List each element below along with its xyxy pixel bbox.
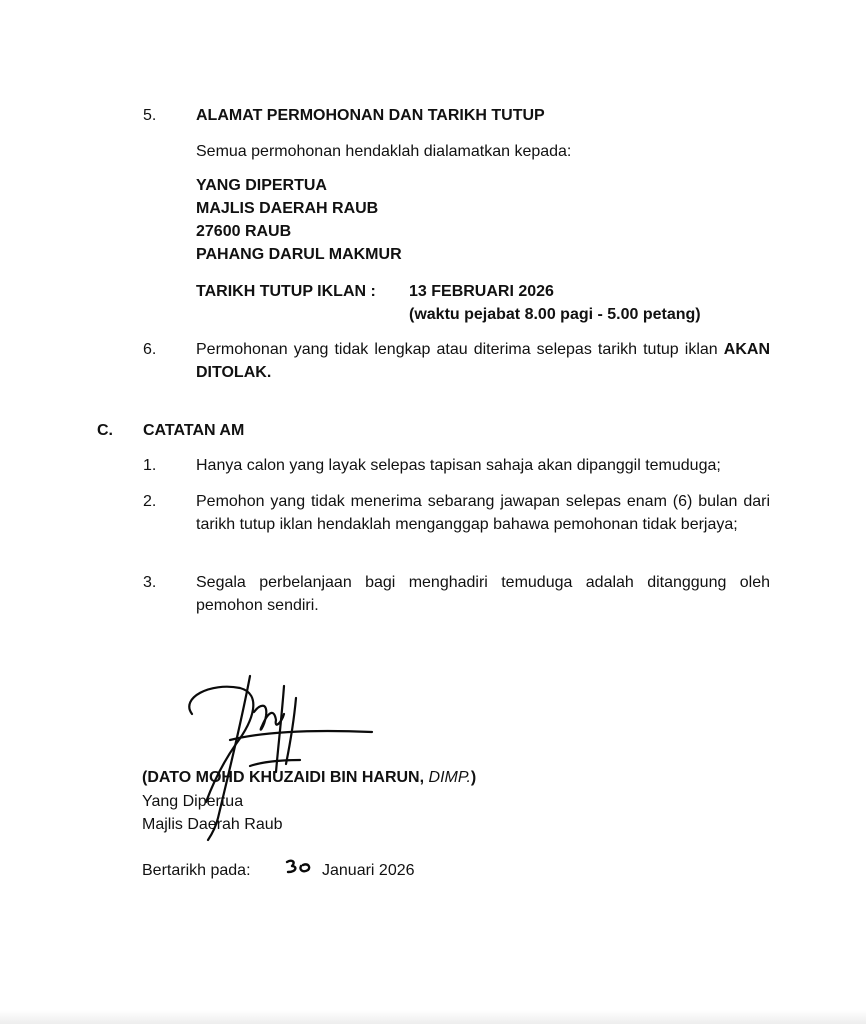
dated-label: Bertarikh pada: [142, 862, 251, 879]
item5-heading: ALAMAT PERMOHONAN DAN TARIKH TUTUP [196, 107, 545, 124]
item5-number: 5. [143, 107, 157, 124]
signatory-office: Majlis Daerah Raub [142, 816, 283, 833]
signatory-honorific: DIMP. [428, 769, 471, 786]
address-line: MAJLIS DAERAH RAUB [196, 200, 379, 217]
note-number: 1. [143, 457, 157, 474]
signatory-title: Yang Dipertua [142, 793, 244, 810]
address-line: YANG DIPERTUA [196, 177, 327, 194]
item6-text [196, 338, 770, 384]
section-c-letter: C. [97, 422, 113, 439]
note-number: 3. [143, 574, 157, 591]
dated-month-year: Januari 2026 [322, 862, 415, 879]
address-line: PAHANG DARUL MAKMUR [196, 246, 402, 263]
signatory-close-paren: ) [470, 769, 477, 786]
closing-date-value: 13 FEBRUARI 2026 [409, 283, 554, 300]
item6-number: 6. [143, 341, 157, 358]
signatory-name: (DATO MOHD KHUZAIDI BIN HARUN, [142, 769, 425, 786]
handwritten-signature [150, 668, 390, 848]
item6-body: Permohonan yang tidak lengkap atau diterima selepas tarikh tutup iklan [196, 341, 718, 358]
section-c-heading: CATATAN AM [143, 422, 245, 439]
note-text: Segala perbelanjaan bagi menghadiri temuduga adalah ditanggung oleh pemohon sendiri. [196, 574, 770, 614]
closing-date-label: TARIKH TUTUP IKLAN : [196, 283, 376, 300]
closing-hours: (waktu pejabat 8.00 pagi - 5.00 petang) [409, 306, 701, 323]
note-text: Hanya calon yang layak selepas tapisan sahaja akan dipanggil temuduga; [196, 457, 721, 474]
address-line: 27600 RAUB [196, 223, 292, 240]
item6-emphasis: AKAN DITOLAK. [196, 341, 770, 381]
item5-intro: Semua permohonan hendaklah dialamatkan kepada: [196, 143, 572, 160]
page-bottom-edge [0, 1010, 866, 1024]
handwritten-day [284, 858, 314, 878]
note-text: Pemohon yang tidak menerima sebarang jawapan selepas enam (6) bulan dari tarikh tutup iklan hendaklah menganggap bahawa pemohonan tidak berjaya; [196, 493, 770, 533]
note-number: 2. [143, 493, 157, 510]
